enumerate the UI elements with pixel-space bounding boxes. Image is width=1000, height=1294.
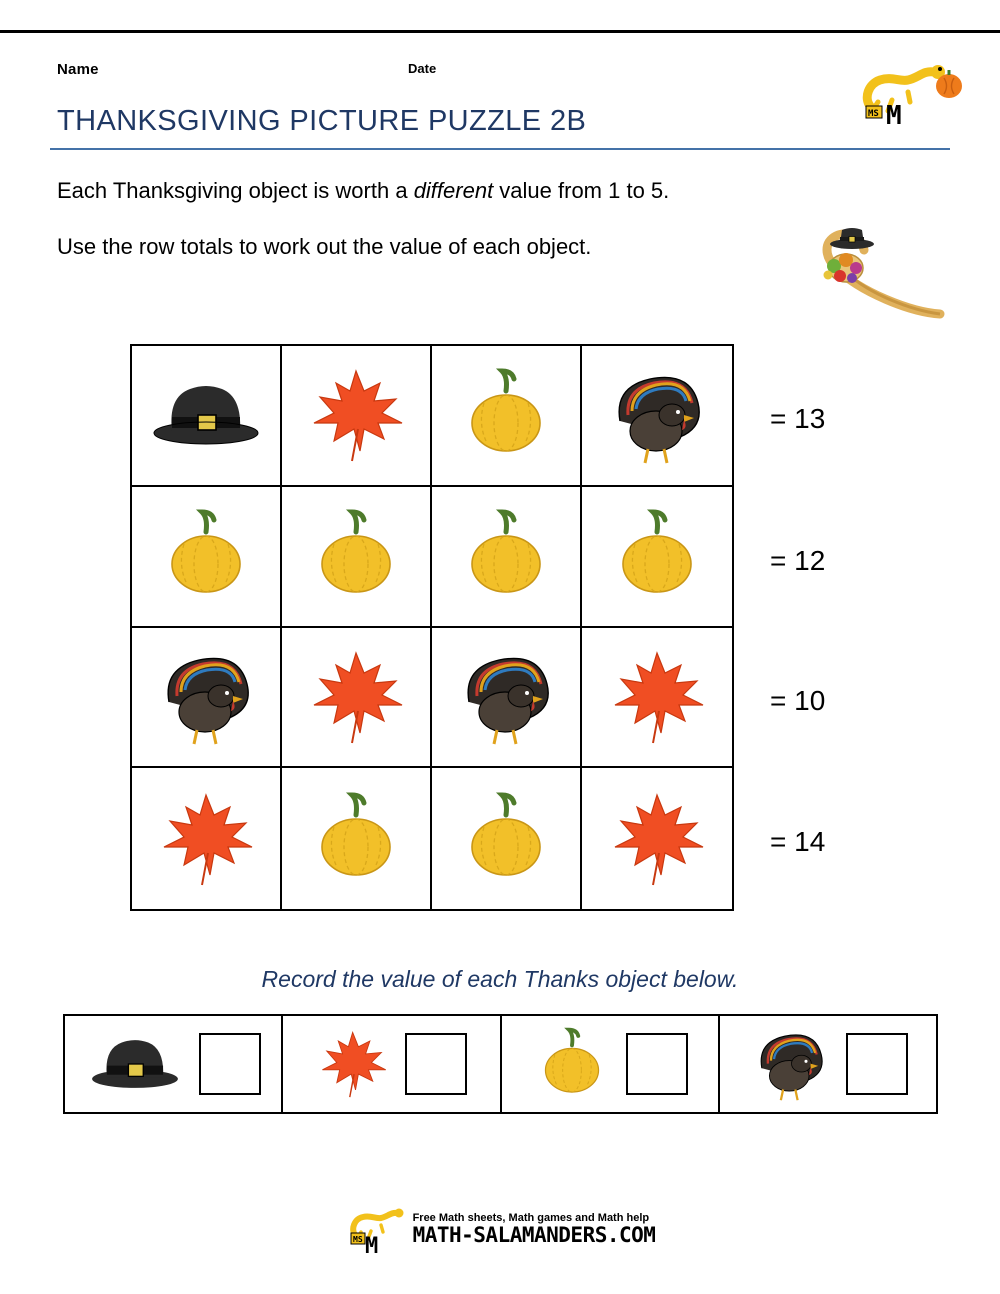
pumpkin-icon: [156, 506, 256, 606]
name-label: Name: [57, 61, 99, 78]
turkey-icon: [151, 644, 261, 749]
top-divider: [0, 30, 1000, 33]
turkey-icon: [602, 363, 712, 468]
row-total: = 12: [770, 545, 826, 576]
svg-text:M: M: [364, 1234, 378, 1255]
maple-leaf-icon: [605, 789, 710, 889]
row-total: = 14: [770, 826, 826, 857]
site-logo: [852, 58, 962, 128]
row-total: = 13: [770, 403, 826, 434]
salamander-logo-icon: [345, 1205, 407, 1255]
grid-cell: [132, 346, 282, 487]
answer-box-turkey[interactable]: [846, 1033, 908, 1095]
grid-cell: [132, 487, 282, 628]
grid-cell: [282, 487, 432, 628]
instruction-1-part-a: Each Thanksgiving object is worth a: [57, 178, 414, 203]
page-title: THANKSGIVING PICTURE PUZZLE 2B: [57, 105, 587, 137]
svg-text:MS: MS: [352, 1235, 363, 1244]
record-cell-hat: [65, 1016, 283, 1112]
instruction-1-part-b: value from 1 to 5.: [493, 178, 670, 203]
record-cell-leaf: [283, 1016, 501, 1112]
grid-cell: [282, 628, 432, 769]
grid-cell: [132, 628, 282, 769]
record-caption: Record the value of each Thanks object below.: [261, 966, 739, 992]
maple-leaf-icon: [605, 647, 710, 747]
pumpkin-icon: [306, 506, 406, 606]
footer-site-name: MATH-SALAMANDERS.COM: [412, 1223, 656, 1248]
answer-box-leaf[interactable]: [405, 1033, 467, 1095]
grid-cell: [582, 346, 732, 487]
grid-cell: [582, 628, 732, 769]
turkey-icon: [451, 644, 561, 749]
puzzle-grid: [130, 344, 734, 911]
pilgrim-hat-icon: [85, 1031, 185, 1097]
maple-leaf-icon: [304, 365, 409, 465]
pumpkin-icon: [607, 506, 707, 606]
pumpkin-icon: [532, 1025, 612, 1103]
grid-cell: [132, 768, 282, 909]
pumpkin-icon: [456, 789, 556, 889]
maple-leaf-icon: [154, 789, 259, 889]
grid-cell: [582, 487, 732, 628]
instruction-line-2: Use the row totals to work out the value of each object.: [57, 234, 592, 259]
record-cell-turkey: [720, 1016, 936, 1112]
answer-box-hat[interactable]: [199, 1033, 261, 1095]
maple-leaf-icon: [315, 1028, 391, 1100]
grid-cell: [282, 768, 432, 909]
record-strip: [63, 1014, 938, 1114]
svg-text:MS: MS: [868, 109, 879, 119]
maple-leaf-icon: [304, 647, 409, 747]
grid-cell: [432, 768, 582, 909]
grid-cell: [432, 346, 582, 487]
pumpkin-icon: [456, 365, 556, 465]
record-cell-pumpkin: [502, 1016, 720, 1112]
grid-cell: [432, 628, 582, 769]
footer: [0, 1205, 1000, 1260]
instruction-1-emphasis: different: [413, 178, 494, 203]
pilgrim-hat-icon: [146, 375, 266, 455]
date-label: Date: [408, 61, 437, 76]
grid-cell: [282, 346, 432, 487]
grid-cell: [582, 768, 732, 909]
pumpkin-icon: [306, 789, 406, 889]
svg-text:M: M: [886, 101, 902, 128]
turkey-icon: [748, 1024, 832, 1104]
title-divider: [50, 148, 950, 150]
grid-cell: [432, 487, 582, 628]
cornucopia-icon: [790, 222, 950, 322]
pumpkin-icon: [456, 506, 556, 606]
footer-tagline: Free Math sheets, Math games and Math help: [412, 1212, 650, 1225]
answer-box-pumpkin[interactable]: [626, 1033, 688, 1095]
row-total: = 10: [770, 685, 826, 716]
instruction-line-1: [57, 178, 669, 204]
